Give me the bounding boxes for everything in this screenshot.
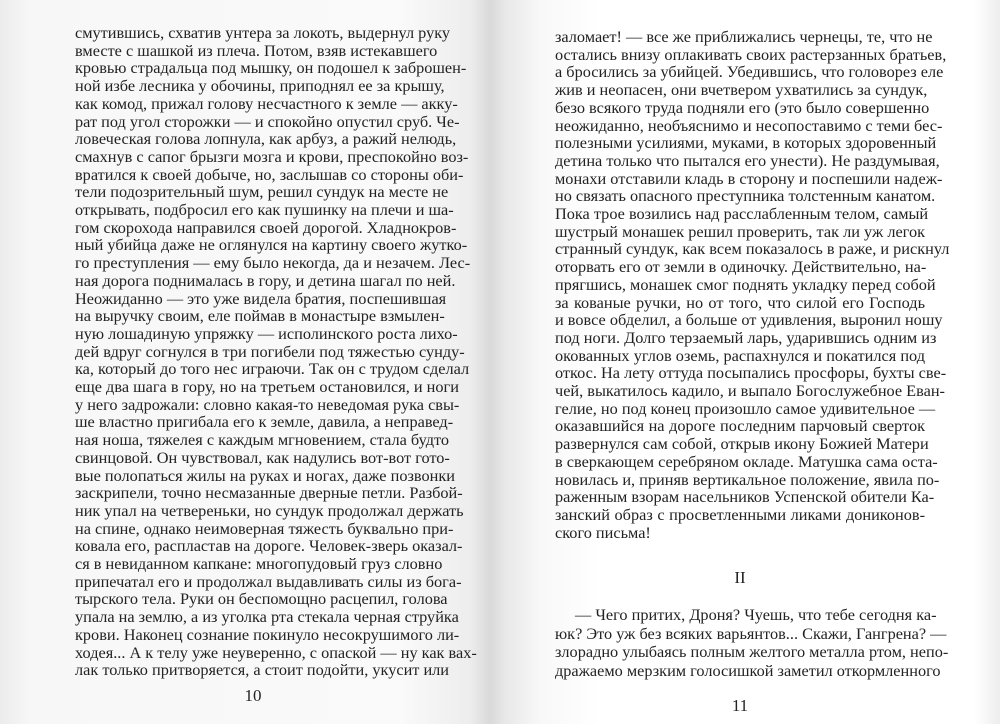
text-line: тырского тела. Руки он беспомощно расцепил, голова [75, 589, 448, 609]
text-line: го преступления — ему было некогда, да и незачем. Лес- [75, 253, 471, 273]
right-page [555, 0, 950, 724]
text-line: Пока трое возились над расслабленным телом, самый [555, 204, 929, 223]
text-line: заскрипели, точно несмазанные дверные петли. Разбой- [75, 483, 463, 503]
text-line: рат под угол сторожки — и спокойно опустил сруб. Че- [75, 111, 460, 131]
text-line: за кованые ручки, но от того, что силой его Господь [555, 292, 925, 312]
text-line: жив и неопасен, они вчетвером ухватились за сундук, [555, 80, 928, 100]
text-line: но связать опасного преступника толстенным канатом. [555, 186, 936, 206]
text-line: занский образ с просветленными ликами дониконов- [555, 504, 925, 524]
text-line: чей, выкатилось кадило, и выпало Богослужебное Еван- [555, 381, 945, 400]
text-line: как комод, прижал голову несчастного к земле — акку- [75, 93, 458, 113]
text-line: злорадно улыбаясь полным желтого металла ртом, непо- [555, 642, 949, 661]
text-line: гом скорохода направился своей дорогой. Хладнокров- [75, 217, 457, 237]
text-line: ной избе лесника у обочины, приподнял ее за крышу, [75, 76, 445, 96]
text-line: смахнув с сапог брызги мозга и крови, преспокойно воз- [75, 146, 469, 166]
text-line: лак только притворяется, а стоит подойти, укусит или [75, 660, 450, 680]
text-line: ся в невиданном капкане: многопудовый груз словно [75, 554, 443, 573]
text-line: ная ноша, тяжелея с каждым мгновением, стала будто [75, 430, 450, 450]
text-line: — Чего притих, Дроня? Чуешь, что тебе сегодня ка- [575, 605, 937, 624]
text-line: на выручку своим, еле поймав в монастыре взмылен- [75, 306, 445, 326]
text-line: и вовсе обделил, а больше от удивления, выронил ношу [555, 310, 943, 330]
text-line: прягшись, монашек смог поднять укладку перед собой [555, 274, 936, 294]
text-line: монахи отставили кладь в сторону и поспешили надеж- [555, 168, 943, 188]
text-line: вратился к своей добыче, но, заслышав со стороны оби- [75, 164, 464, 184]
text-line: остались внизу оплакивать своих растерзанных братьев, [555, 44, 947, 64]
text-line: новилась и, приняв вертикальное положение, явила по- [555, 469, 940, 489]
text-line: юк? Это уж без всяких варьянтов... Скажи, Гангрена? — [555, 623, 947, 643]
text-line: ка, который до того нес играючи. Так он с трудом сделал [75, 359, 470, 379]
text-line: детина только что пытался его унести). Не раздумывая, [555, 150, 940, 170]
text-line: ловеческая голова лопнула, как арбуз, а ражий нелюдь, [75, 129, 457, 149]
text-line: странный сундук, как всем показалось в раже, и рискнул [555, 239, 950, 259]
text-line: а бросились за убийцей. Убедившись, что головорез еле [555, 62, 944, 82]
text-line: крови. Наконец сознание покинуло несокрушимого ли- [75, 624, 460, 644]
text-line: ше властно пригибала его к земле, давила, а неправед- [75, 412, 454, 432]
text-line: дей вдруг согнулся в три погибели под тяжестью сунду- [75, 341, 465, 361]
text-line: полезными усилиями, муками, в которых здоровенный [555, 133, 937, 153]
text-line: вые полопаться жилы на руках и ногах, даже позвонки [75, 465, 455, 485]
text-line: у него задрожали: словно какая-то неведомая рука свы- [75, 394, 460, 414]
text-line: упала на землю, а из уголка рта стекала черная струйка [75, 607, 459, 627]
text-line: Неожиданно — это уже видела братия, поспешившая [75, 288, 447, 308]
text-line: оказавшийся на дороге последним парчовый сверток [555, 416, 925, 436]
text-line: ная дорога поднималась в гору, и детина шагал по ней. [75, 270, 456, 290]
text-line: ского письма! [555, 522, 651, 542]
text-line: припечатал его и продолжал выдавливать силы из бога- [75, 571, 462, 591]
left-page [75, 0, 477, 724]
text-line: в сверкающем серебряном окладе. Матушка сама оста- [555, 451, 938, 471]
text-line: безо всякого труда подняли его (это было совершенно [555, 97, 930, 117]
text-line: дражаемо мерзким голосишкой заметил откормленного [555, 660, 941, 680]
text-line: ковала его, распластав на дороге. Человек-зверь оказал- [75, 536, 463, 556]
page-number: 10 [244, 686, 262, 705]
page-number: 11 [731, 696, 749, 715]
text-line: ный убийца даже не оглянулся на картину своего жутко- [75, 235, 468, 255]
text-line: шустрый монашек решил проверить, так ли уж легок [555, 221, 925, 241]
section-heading: II [734, 568, 746, 587]
text-line: свинцовой. Он чувствовал, как надулись вот-вот гото- [75, 447, 450, 467]
text-line: тели подозрительный шум, решил сундук на месте не [75, 182, 449, 202]
text-line: ник упал на четвереньки, но сундук продолжал держать [75, 500, 464, 520]
text-line: гелие, но под конец произошло самое удивительное — [555, 398, 936, 418]
text-line: смутившись, схватив унтера за локоть, выдернул руку [75, 23, 451, 42]
text-line: неожиданно, необъяснимо и несопоставимо с теми бес- [555, 115, 943, 135]
text-line: еще два шага в гору, но на третьем остановился, и ноги [75, 377, 459, 396]
text-line: вместе с шашкой из плеча. Потом, взяв истекавшего [75, 40, 438, 60]
text-line: на спине, однако неимоверная тяжесть буквально при- [75, 518, 454, 538]
text-line: оторвать его от земли в одиночку. Действительно, на- [555, 257, 927, 277]
text-line: окованных углов оземь, распахнулся и покатился под [555, 345, 925, 365]
text-line: откос. На лету оттуда посыпались просфоры, бухты све- [555, 363, 947, 383]
text-line: развернулся сам собой, открыв икону Божией Матери [555, 434, 929, 454]
text-line: под ноги. Долго терзаемый ларь, ударившись одним из [555, 327, 937, 347]
text-line: ходея... А к телу уже неуверенно, с опаской — ну как вах- [75, 642, 477, 662]
text-line: кровью страдальца под мышку, он подошел к заброшен- [75, 58, 467, 78]
text-line: открывать, подбросил его как пушинку на плечи и ша- [75, 200, 454, 219]
text-line: раженным взорам насельников Успенской обители Ка- [555, 487, 935, 507]
text-line: заломает! — все же приближались чернецы, те, что не [555, 27, 933, 46]
text-line: ную лошадиную упряжку — исполинского роста лихо- [75, 323, 458, 343]
